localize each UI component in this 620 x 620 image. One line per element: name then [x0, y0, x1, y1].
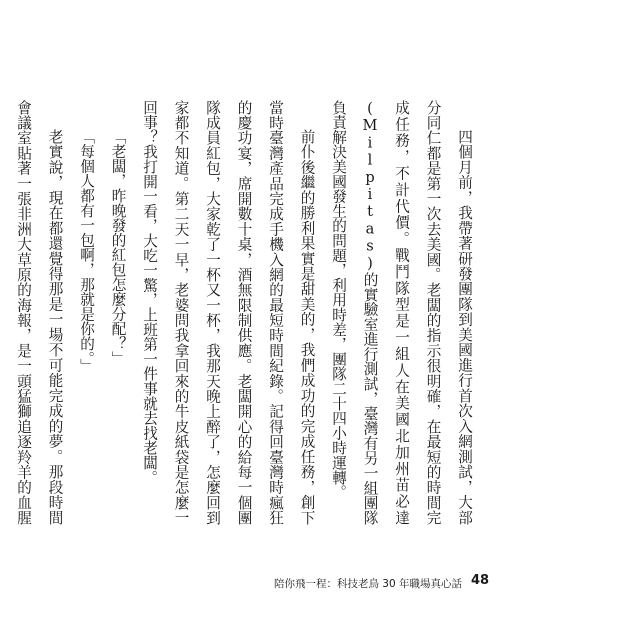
paragraph-1: 四個月前，我帶著研發團隊到美國進行首次入網測試，大部分同仁都是第一次去美國。老闆的指示很明確，在最短的時間完成任務，不計代價。戰鬥隊型是一組人在美國北加州苗必達(Milpitas)的實驗室進行測試，臺灣有另一組團隊負責解決美國發生的問題，利用時差，團隊二十四小時運轉。: [330, 100, 473, 525]
paragraph-4: 「每個人都有一包啊，那就是你的。」: [78, 129, 95, 374]
paragraph-5: 老實說，現在都還覺得那是一場不可能完成的夢。那段時間會議室貼著一張非洲大草原的海報，是一頭猛獅追逐羚羊的血腥: [15, 100, 64, 525]
page-footer: [0, 573, 620, 593]
book-title: 陪你飛一程：科技老鳥 30 年職場真心話: [273, 578, 462, 590]
page-number: 48: [471, 573, 490, 588]
vertical-text-body: [0, 100, 480, 525]
paragraph-3: 「老闆，昨晚發的紅包怎麼分配？」: [109, 129, 127, 366]
paragraph-2: 前仆後繼的勝利果實是甜美的，我們成功的完成任務，創下當時臺灣產品完成手機入網的最短時間紀錄。記得回臺灣時瘋狂的慶功宴，席開數十桌，酒無限制供應。老闆開心的給每一個團隊成員紅包，大家乾了一杯又一杯，我那天晚上醉了，怎麼回到家都不知道。第二天一早，老婆問我拿回來的牛皮紙袋是怎麼一回事？我打開一看，大吃一驚，上班第一件事就去找老闆。: [141, 100, 316, 525]
